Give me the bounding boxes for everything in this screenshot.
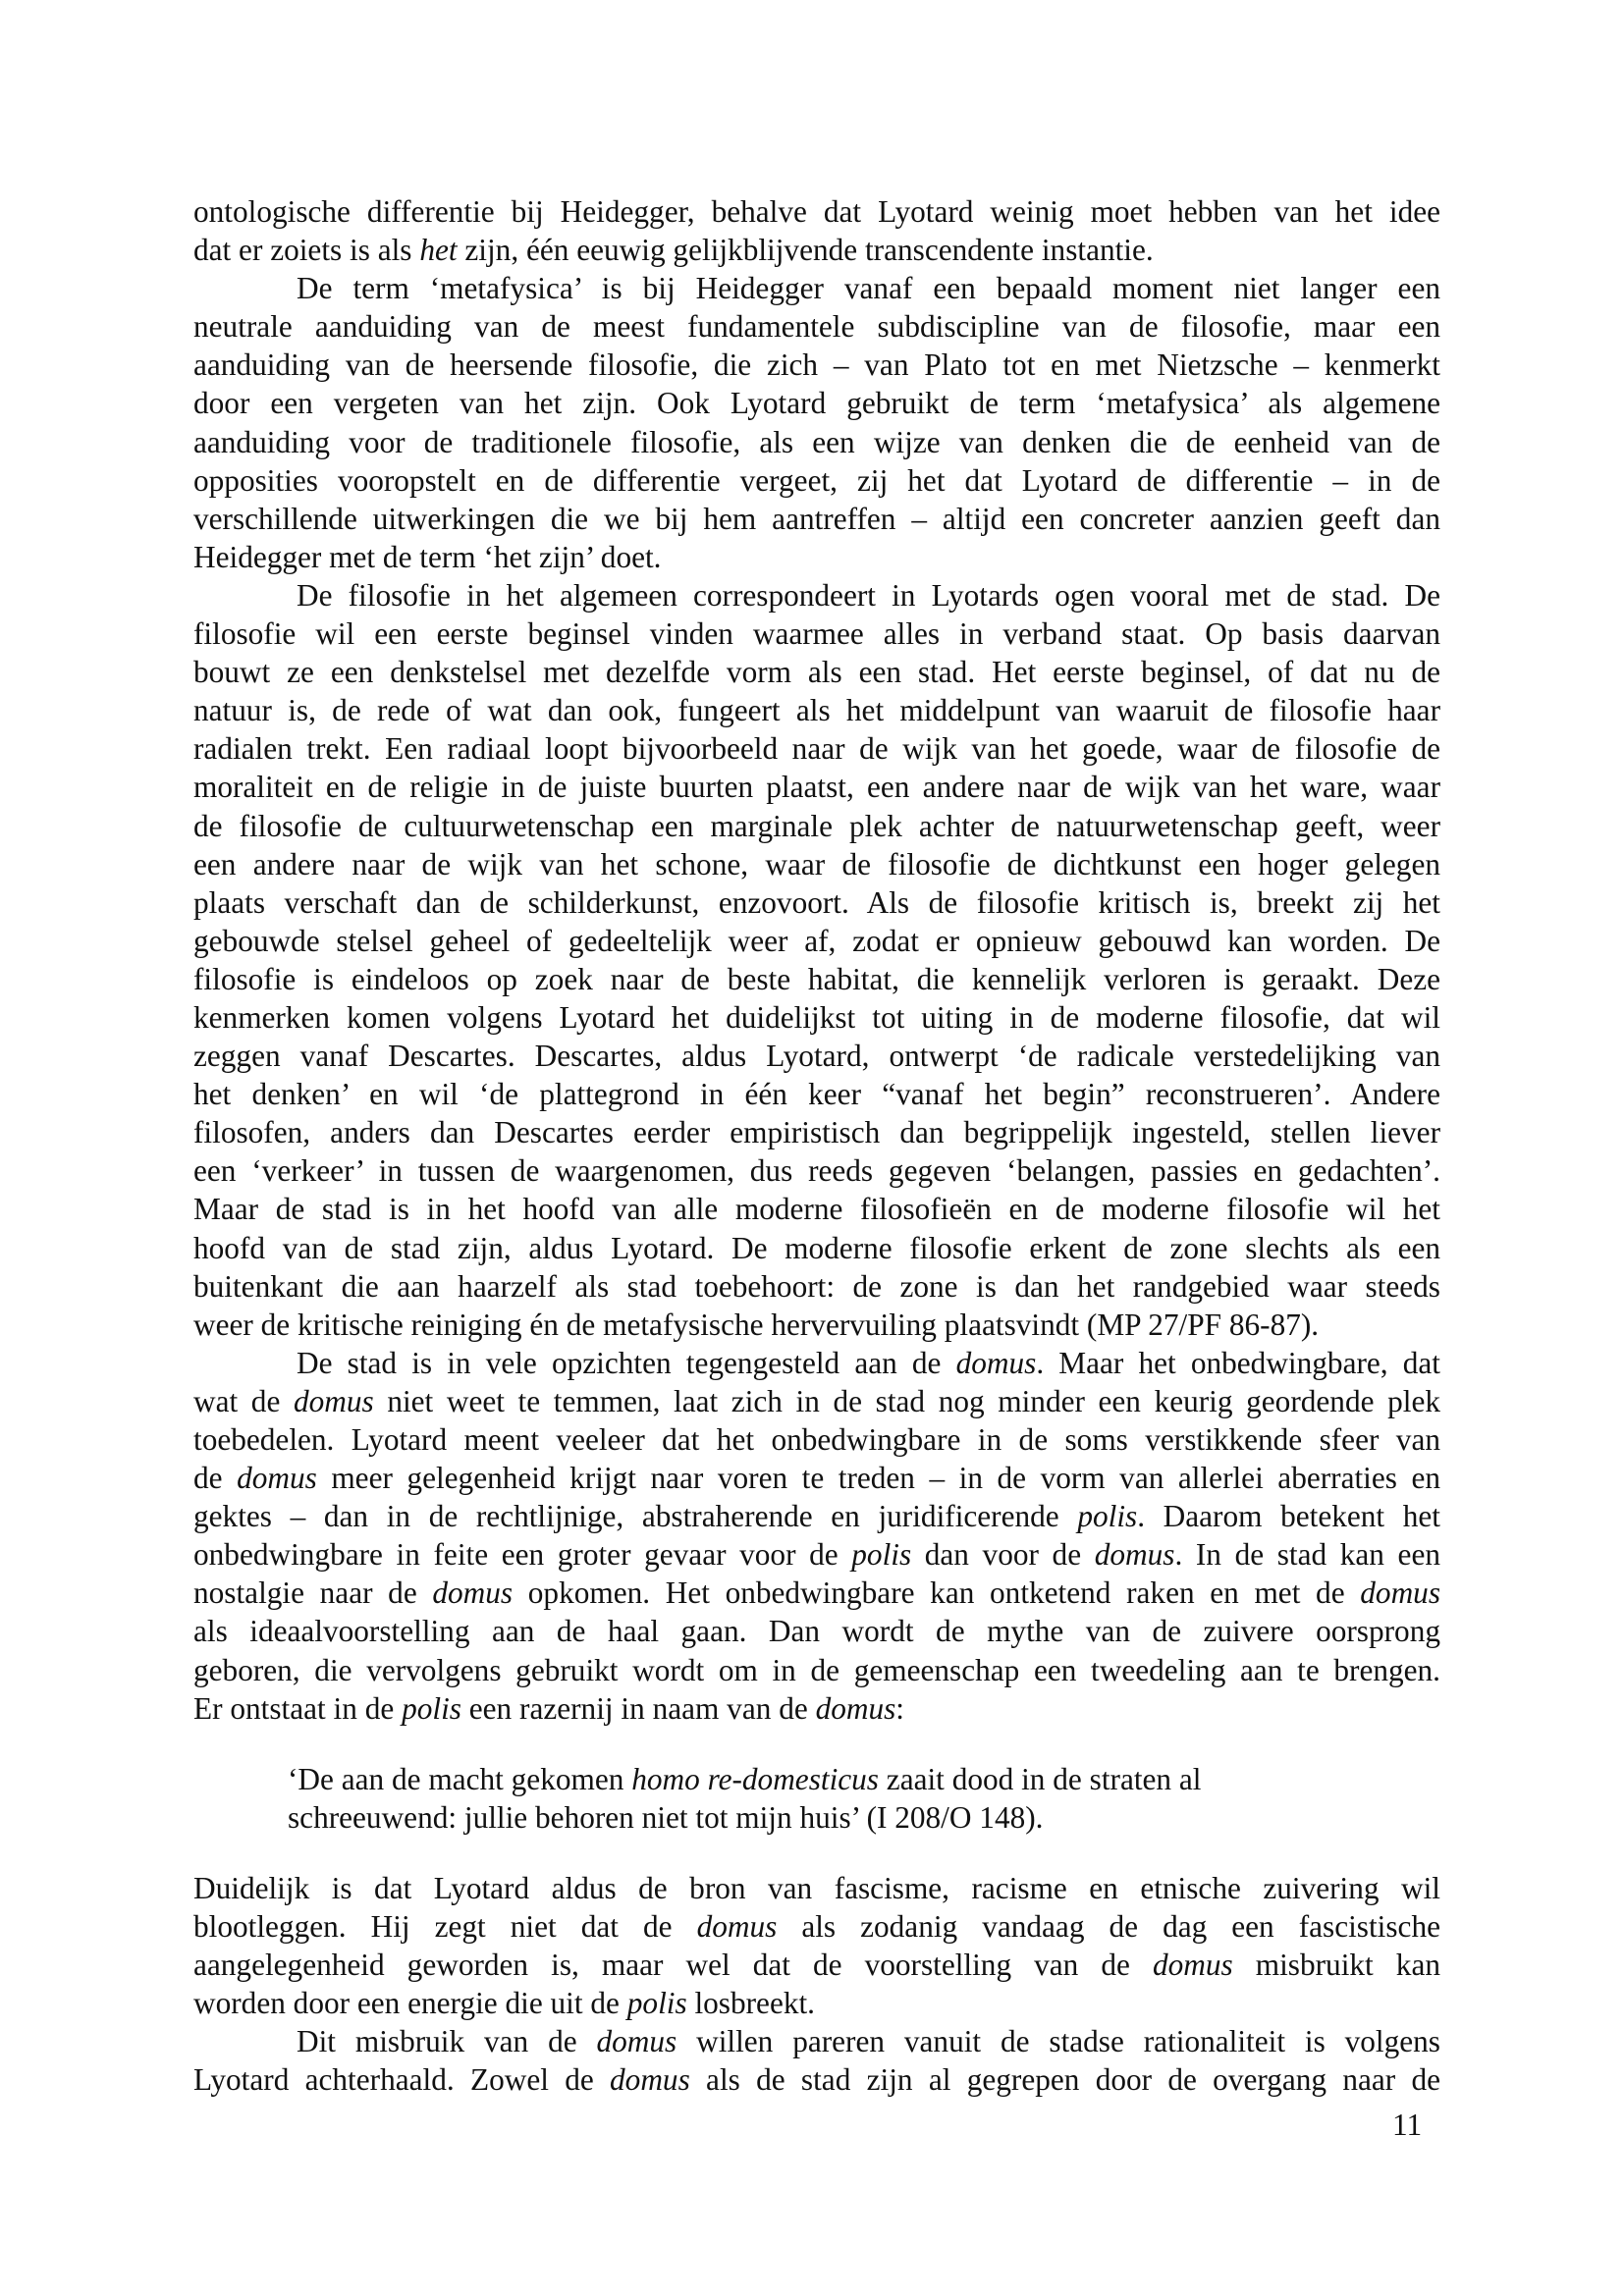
text-run: door een vergeten van het zijn. Ook Lyotard gebruikt de term ‘metafysica’ als algemene <box>193 386 1440 421</box>
text-run: Lyotard achterhaald. Zowel de <box>193 2062 611 2098</box>
italic-text: domus <box>696 1909 778 1945</box>
italic-text: polis <box>851 1537 912 1573</box>
italic-text: domus <box>815 1690 896 1726</box>
text-line <box>193 1151 1440 1190</box>
body-text-after-quote <box>193 1869 1440 2100</box>
text-line <box>193 461 1440 500</box>
text-run: natuur is, de rede of wat dan ook, fungeert als het middelpunt van waaruit de filosofie haar <box>193 693 1440 728</box>
text-line <box>193 1420 1440 1459</box>
text-run: neutrale aanduiding van de meest fundamentele subdiscipline van de filosofie, maar een <box>193 309 1440 345</box>
text-run: aanduiding voor de traditionele filosofie, als een wijze van denken die de eenheid van de <box>193 424 1440 459</box>
italic-text: domus <box>610 2062 690 2098</box>
italic-text: homo re-domesticus <box>631 1761 879 1796</box>
text-run: misbruikt kan <box>1232 1948 1440 1983</box>
text-run: moraliteit en de religie in de juiste buurten plaatst, een andere naar de wijk van het ware, waar <box>193 770 1440 805</box>
text-line <box>193 998 1440 1037</box>
text-line <box>193 729 1440 768</box>
text-run: wat de <box>193 1383 294 1418</box>
text-line <box>193 1651 1440 1689</box>
text-line <box>193 192 1440 231</box>
text-run: filosofen, anders dan Descartes eerder empiristisch dan begrippelijk ingesteld, stellen liever <box>193 1115 1440 1150</box>
text-run: Dit misbruik van de <box>297 2024 597 2059</box>
text-line <box>193 1497 1440 1535</box>
text-run: buitenkant die aan haarzelf als stad toebehoort: de zone is dan het randgebied waar steeds <box>193 1268 1440 1304</box>
text-run: kenmerken komen volgens Lyotard het duidelijkst tot uiting in de moderne filosofie, dat wil <box>193 999 1440 1035</box>
page-number: 11 <box>1392 2108 1423 2142</box>
paragraph <box>193 1869 1440 2022</box>
text-run: verschillende uitwerkingen die we bij hem aantreffen – altijd een concreter aanzien geeft dan <box>193 501 1440 536</box>
text-run: . In de stad kan een <box>1174 1537 1440 1573</box>
text-run: plaats verschaft dan de schilderkunst, enzovoort. Als de filosofie kritisch is, breekt zij het <box>193 884 1440 920</box>
text-line <box>193 845 1440 883</box>
text-run: gektes – dan in de rechtlijnige, abstraherende en juridificerende <box>193 1499 1078 1534</box>
text-line <box>193 960 1440 998</box>
text-line <box>193 1574 1440 1612</box>
text-run: aangelegenheid geworden is, maar wel dat de voorstelling van de <box>193 1948 1153 1983</box>
text-run: als ideaalvoorstelling aan de haal gaan. Dan wordt de mythe van de zuivere oorsprong <box>193 1614 1440 1649</box>
paragraph <box>193 2022 1440 2099</box>
text-run: schreeuwend: jullie behoren niet tot mijn huis’ (I 208/O 148). <box>288 1799 1044 1835</box>
paragraph <box>193 1344 1440 1728</box>
document-page <box>193 192 1440 2100</box>
text-run: dat er zoiets is als <box>193 233 420 268</box>
text-run: niet weet te temmen, laat zich in de stad nog minder een keurig geordende plek <box>373 1383 1440 1418</box>
text-run: dan voor de <box>911 1537 1095 1573</box>
text-line <box>193 768 1440 806</box>
italic-text: het <box>419 233 458 268</box>
text-run: blootleggen. Hij zegt niet dat de <box>193 1909 697 1945</box>
text-line <box>193 691 1440 729</box>
text-line <box>193 1907 1440 1946</box>
text-run: aanduiding van de heersende filosofie, die zich – van Plato tot en met Nietzsche – kenmerkt <box>193 347 1440 383</box>
text-run: onbedwingbare in feite een groter gevaar voor de <box>193 1537 852 1573</box>
text-run: Duidelijk is dat Lyotard aldus de bron van fascisme, racisme en etnische zuivering wil <box>193 1870 1440 1905</box>
text-line <box>193 307 1440 346</box>
italic-text: domus <box>596 2024 677 2059</box>
text-line <box>193 538 1440 576</box>
text-line <box>193 1984 1440 2022</box>
text-run: zaait dood in de straten al <box>878 1761 1202 1796</box>
text-line <box>193 1267 1440 1306</box>
text-line <box>193 576 1440 614</box>
text-run: geboren, die vervolgens gebruikt wordt om in de gemeenschap een tweedeling aan te brengen. <box>193 1652 1440 1687</box>
text-run: weer de kritische reiniging én de metafysische hervervuiling plaatsvindt (MP 27/PF 86-87). <box>193 1307 1320 1342</box>
text-line <box>193 2022 1440 2060</box>
text-line <box>288 1798 1313 1837</box>
text-run: losbreekt. <box>686 1986 816 2021</box>
italic-text: domus <box>432 1575 514 1611</box>
text-run: het denken’ en wil ‘de plattegrond in één keer “vanaf het begin” reconstrueren’. Andere <box>193 1077 1440 1112</box>
text-run: Er ontstaat in de <box>193 1690 403 1726</box>
text-line <box>193 346 1440 384</box>
text-line <box>193 1190 1440 1228</box>
text-line <box>193 922 1440 960</box>
text-run: De term ‘metafysica’ is bij Heidegger vanaf een bepaald moment niet langer een <box>297 271 1440 306</box>
paragraph <box>193 576 1440 1344</box>
block-quote <box>288 1760 1313 1837</box>
text-run: filosofie wil een eerste beginsel vinden waarmee alles in verband staat. Op basis daarvan <box>193 616 1440 652</box>
text-run: zijn, één eeuwig gelijkblijvende transcendente instantie. <box>457 233 1154 268</box>
text-line <box>193 1344 1440 1382</box>
text-line <box>193 1459 1440 1497</box>
italic-text: polis <box>626 1986 687 2021</box>
text-line <box>193 1075 1440 1113</box>
text-run: filosofie is eindeloos op zoek naar de beste habitat, die kennelijk verloren is geraakt. Deze <box>193 961 1440 996</box>
text-line <box>193 1689 1440 1728</box>
text-line <box>193 1612 1440 1650</box>
text-line <box>288 1760 1313 1798</box>
italic-text: polis <box>402 1690 461 1726</box>
text-run: De filosofie in het algemeen correspondeert in Lyotards ogen vooral met de stad. De <box>297 577 1440 613</box>
text-run: willen pareren vanuit de stadse rationaliteit is volgens <box>677 2024 1440 2059</box>
text-line <box>193 653 1440 691</box>
text-line <box>193 423 1440 461</box>
text-line <box>193 1382 1440 1420</box>
text-run: radialen trekt. Een radiaal loopt bijvoorbeeld naar de wijk van het goede, waar de filosofie de <box>193 731 1440 767</box>
body-text-before-quote <box>193 192 1440 1728</box>
text-run: zeggen vanaf Descartes. Descartes, aldus Lyotard, ontwerpt ‘de radicale verstedelijking van <box>193 1039 1440 1074</box>
text-run: de filosofie de cultuurwetenschap een marginale plek achter de natuurwetenschap geeft, weer <box>193 808 1440 843</box>
text-line <box>193 384 1440 422</box>
text-line <box>193 883 1440 922</box>
text-run: worden door een energie die uit de <box>193 1986 627 2021</box>
text-line <box>193 231 1440 269</box>
text-run: Heidegger met de term ‘het zijn’ doet. <box>193 539 662 574</box>
text-line <box>193 614 1440 653</box>
text-run: een razernij in naam van de <box>460 1690 816 1726</box>
text-run: toebedelen. Lyotard meent veeleer dat het onbedwingbare in de soms verstikkende sfeer van <box>193 1422 1440 1457</box>
text-line <box>193 1535 1440 1574</box>
italic-text: domus <box>955 1345 1037 1380</box>
text-line <box>193 807 1440 845</box>
text-line <box>193 1869 1440 1907</box>
text-run: Maar de stad is in het hoofd van alle moderne filosofieën en de moderne filosofie wil het <box>193 1192 1440 1227</box>
text-run: opkomen. Het onbedwingbare kan ontketend raken en met de <box>513 1575 1361 1611</box>
paragraph <box>193 192 1440 269</box>
text-line <box>193 2060 1440 2099</box>
text-run: bouwt ze een denkstelsel met dezelfde vorm als een stad. Het eerste beginsel, of dat nu de <box>193 655 1440 690</box>
text-run: : <box>895 1690 904 1726</box>
text-run: ontologische differentie bij Heidegger, behalve dat Lyotard weinig moet hebben van het idee <box>193 194 1440 229</box>
text-line <box>193 1037 1440 1075</box>
italic-text: domus <box>1094 1537 1175 1573</box>
text-line <box>193 1306 1440 1344</box>
italic-text: domus <box>293 1383 374 1418</box>
italic-text: domus <box>237 1461 317 1496</box>
text-run: ‘De aan de macht gekomen <box>288 1761 632 1796</box>
text-run: gebouwde stelsel geheel of gedeeltelijk weer af, zodat er opnieuw gebouwd kan worden. De <box>193 923 1440 958</box>
italic-text: domus <box>1152 1948 1233 1983</box>
text-run: als de stad zijn al gegrepen door de overgang naar de <box>689 2062 1441 2098</box>
text-line <box>193 1113 1440 1151</box>
text-run: hoofd van de stad zijn, aldus Lyotard. De moderne filosofie erkent de zone slechts als een <box>193 1230 1440 1265</box>
text-run: als zodanig vandaag de dag een fascistische <box>777 1909 1440 1945</box>
text-run: De stad is in vele opzichten tegengesteld aan de <box>297 1345 956 1380</box>
text-run: een ‘verkeer’ in tussen de waargenomen, dus reeds gegeven ‘belangen, passies en gedachten’. <box>193 1153 1440 1189</box>
italic-text: polis <box>1077 1499 1138 1534</box>
text-run: opposities vooropstelt en de differentie vergeet, zij het dat Lyotard de differentie – in de <box>193 462 1440 498</box>
text-line <box>193 500 1440 538</box>
text-run: . Daarom betekent het <box>1137 1499 1440 1534</box>
text-line <box>193 1946 1440 1984</box>
text-run: een andere naar de wijk van het schone, waar de filosofie de dichtkunst een hoger gelegen <box>193 846 1440 881</box>
text-run: meer gelegenheid krijgt naar voren te treden – in de vorm van allerlei aberraties en <box>316 1461 1440 1496</box>
paragraph <box>193 269 1440 576</box>
text-run: . Maar het onbedwingbare, dat <box>1036 1345 1440 1380</box>
italic-text: domus <box>1360 1575 1440 1611</box>
text-line <box>193 1229 1440 1267</box>
text-run: de <box>193 1461 238 1496</box>
text-run: nostalgie naar de <box>193 1575 433 1611</box>
text-line <box>193 269 1440 307</box>
